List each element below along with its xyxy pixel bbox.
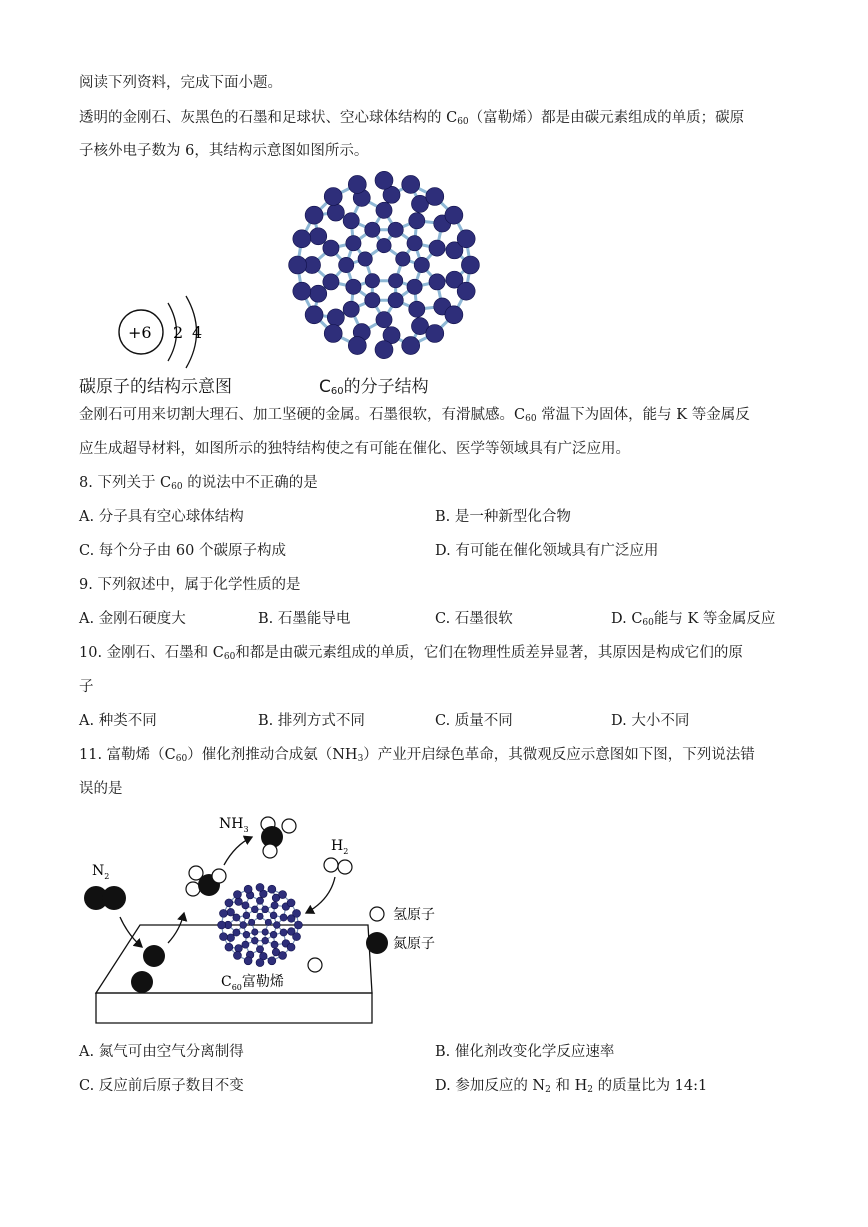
paragraph-1-line-2: 子核外电子数为 6，其结构示意图如图所示。: [79, 143, 369, 159]
carbon-atom: [388, 222, 403, 237]
carbon-atom: [429, 274, 445, 290]
carbon-atom: [376, 312, 392, 328]
carbon-atom: [461, 256, 479, 274]
carbon-atom: [310, 228, 327, 245]
nitrogen-atom: [131, 971, 153, 993]
carbon-atom: [280, 914, 287, 921]
q10-option-b[interactable]: B. 排列方式不同: [258, 713, 365, 729]
text: 常温下为固体，能与 K 等金属反: [536, 407, 750, 423]
subscript: 60: [223, 652, 236, 662]
carbon-atom: [414, 257, 429, 272]
subscript: 60: [175, 754, 188, 764]
q9-option-a[interactable]: A. 金刚石硬度大: [79, 611, 186, 627]
text: 和 H: [550, 1078, 588, 1094]
carbon-atom: [251, 906, 258, 913]
carbon-atom: [407, 236, 422, 251]
hydrogen-atom: [186, 882, 200, 896]
c60-molecule-icon: [289, 171, 480, 358]
carbon-atom: [257, 913, 263, 919]
n2-label: $N_2$: [92, 863, 110, 881]
carbon-atom: [365, 293, 380, 308]
text: C: [319, 377, 331, 397]
shell-1-count: 2: [173, 323, 184, 342]
carbon-atom: [310, 285, 327, 302]
carbon-atom: [294, 921, 302, 929]
carbon-atom: [429, 240, 445, 256]
carbon-atom: [324, 325, 342, 343]
carbon-atom: [233, 891, 241, 899]
carbon-atom: [327, 204, 344, 221]
nitrogen-atom: [102, 886, 126, 910]
carbon-atom: [225, 899, 233, 907]
carbon-atom: [273, 922, 280, 929]
text: 10. 金刚石、石墨和 C: [79, 645, 224, 661]
carbon-atom: [279, 951, 287, 959]
carbon-atom: [409, 213, 425, 229]
subscript: 60: [642, 618, 654, 628]
carbon-atom: [323, 240, 339, 256]
carbon-atom: [265, 919, 271, 925]
q11-option-d[interactable]: [435, 1076, 707, 1100]
carbon-atom: [365, 222, 380, 237]
paragraph-2-line-2: 应生成超导材料，如图所示的独特结构使之有可能在催化、医学等领域具有广泛应用。: [79, 441, 630, 457]
carbon-atom: [262, 929, 268, 935]
arrow-icon: [224, 837, 252, 865]
text: 8. 下列关于 C: [79, 475, 172, 491]
text: 金刚石可用来切割大理石、加工坚硬的金属。石墨很软，有滑腻感。C: [79, 407, 526, 423]
carbon-atom: [402, 175, 420, 193]
hydrogen-atom: [338, 860, 352, 874]
carbon-atom: [402, 337, 420, 355]
hydrogen-atom: [263, 844, 277, 858]
carbon-atom: [324, 187, 342, 205]
carbon-atom: [323, 274, 339, 290]
text: ）催化剂推动合成氨（NH: [187, 747, 358, 763]
q8-option-a[interactable]: A. 分子具有空心球体结构: [79, 509, 244, 525]
paragraph-1-line-1: [79, 108, 744, 132]
q9-option-b[interactable]: B. 石墨能导电: [258, 611, 351, 627]
nitrogen-atom: [143, 945, 165, 967]
q8-option-c[interactable]: C. 每个分子由 60 个碳原子构成: [79, 543, 286, 559]
carbon-atom: [305, 306, 323, 324]
text: 的分子结构: [343, 377, 429, 397]
text: ）产业开启绿色革命，其微观反应示意图如下图，下列说法错: [363, 747, 755, 763]
q9-option-c[interactable]: C. 石墨很软: [435, 611, 513, 627]
carbon-atom: [271, 941, 278, 948]
carbon-atom: [365, 273, 379, 287]
carbon-atom: [227, 934, 235, 942]
text: 11. 富勒烯（C: [79, 747, 176, 763]
subscript: 60: [330, 386, 344, 397]
q11-option-c[interactable]: C. 反应前后原子数目不变: [79, 1078, 244, 1094]
carbon-atom: [248, 919, 254, 925]
hydrogen-atom: [282, 819, 296, 833]
carbon-atom: [280, 929, 287, 936]
carbon-atom: [343, 213, 359, 229]
carbon-atom: [235, 945, 243, 953]
carbon-atom: [233, 929, 240, 936]
carbon-atom: [346, 236, 361, 251]
carbon-atom: [233, 914, 240, 921]
carbon-atom: [287, 943, 295, 951]
carbon-atom: [409, 301, 425, 317]
nucleus-charge: +6: [128, 323, 152, 342]
text: D. 参加反应的 N: [435, 1078, 546, 1094]
intro-text: 阅读下列资料，完成下面小题。: [79, 75, 282, 91]
caption-c60: [319, 372, 429, 397]
carbon-atom: [327, 309, 344, 326]
subscript: 60: [457, 117, 469, 127]
subscript: 60: [525, 414, 537, 424]
carbon-atom: [225, 943, 233, 951]
carbon-atom: [375, 171, 393, 189]
arrow-icon: [306, 877, 335, 913]
figure-reaction-diagram: [0, 805, 868, 1035]
subscript: 2: [545, 1085, 551, 1095]
carbon-atom: [375, 341, 393, 359]
carbon-atom: [271, 902, 278, 909]
carbon-atom: [388, 293, 403, 308]
carbon-atom: [262, 937, 269, 944]
carbon-atom: [377, 238, 391, 252]
carbon-atom: [358, 252, 372, 266]
carbon-atom: [256, 959, 264, 967]
carbon-atom: [219, 909, 227, 917]
carbon-atom: [376, 202, 392, 218]
catalyst-label: $C_{60}$富勒烯: [221, 974, 284, 992]
carbon-atom: [348, 337, 366, 355]
carbon-atom: [262, 906, 269, 913]
q10-stem-line-1: [79, 643, 743, 667]
carbon-atom: [305, 206, 323, 224]
carbon-atom: [293, 909, 301, 917]
carbon-atom: [242, 902, 249, 909]
q10-stem-line-2: 子: [79, 679, 94, 695]
text: 能与 K 等金属反应: [653, 611, 776, 627]
text: 和都是由碳元素组成的单质，它们在物理性质差异显著，其原因是构成它们的原: [235, 645, 743, 661]
arrow-icon: [120, 917, 142, 947]
q11-stem-line-2: 误的是: [79, 781, 123, 797]
legend-nitrogen-label: 氮原子: [393, 936, 435, 952]
text: 的说法中不正确的是: [182, 475, 318, 491]
carbon-atom: [244, 957, 252, 965]
text: D. C: [611, 611, 643, 627]
carbon-atom: [293, 230, 311, 248]
carbon-atom: [242, 941, 249, 948]
q8-stem: [79, 473, 318, 497]
h2-label: $H_2$: [331, 838, 349, 856]
carbon-atom: [287, 899, 295, 907]
carbon-atom: [218, 921, 226, 929]
carbon-atom: [426, 187, 444, 205]
carbon-atom: [270, 912, 277, 919]
carbon-atom: [343, 301, 359, 317]
text: （富勒烯）都是由碳元素组成的单质；碳原: [468, 110, 745, 126]
q11-option-a[interactable]: A. 氮气可由空气分离制得: [79, 1044, 244, 1060]
catalyst-slab-front: [96, 993, 372, 1023]
carbon-atom: [256, 883, 264, 891]
carbon-atom: [293, 933, 301, 941]
carbon-atom: [256, 897, 263, 904]
q11-option-b[interactable]: B. 催化剂改变化学反应速率: [435, 1044, 615, 1060]
hydrogen-atom: [212, 869, 226, 883]
subscript: 3: [357, 754, 364, 764]
legend-hydrogen-icon: [370, 907, 384, 921]
q11-stem-line-1: [79, 745, 755, 769]
carbon-atom: [243, 931, 250, 938]
carbon-atom: [256, 946, 263, 953]
q10-option-d[interactable]: D. 大小不同: [611, 713, 690, 729]
carbon-atom: [339, 257, 354, 272]
q10-option-a[interactable]: A. 种类不同: [79, 713, 157, 729]
carbon-atom: [227, 908, 235, 916]
arrow-icon: [168, 913, 184, 943]
carbon-atom: [426, 325, 444, 343]
carbon-atom: [457, 282, 475, 300]
legend-nitrogen-icon: [366, 932, 388, 954]
text: 透明的金刚石、灰黑色的石墨和足球状、空心球体结构的 C: [79, 110, 458, 126]
carbon-atom: [293, 282, 311, 300]
carbon-atom: [233, 951, 241, 959]
caption-atom: 碳原子的结构示意图: [79, 377, 232, 397]
subscript: 60: [171, 482, 183, 492]
carbon-atom: [407, 279, 422, 294]
nh3-label: $NH_3$: [219, 816, 249, 834]
carbon-atom: [268, 885, 276, 893]
q10-option-c[interactable]: C. 质量不同: [435, 713, 513, 729]
carbon-atom: [348, 175, 366, 193]
carbon-atom: [252, 929, 258, 935]
hydrogen-atom: [324, 858, 338, 872]
hydrogen-atom: [308, 958, 322, 972]
text: 的质量比为 14:1: [592, 1078, 708, 1094]
q8-option-b[interactable]: B. 是一种新型化合物: [435, 509, 571, 525]
carbon-atom: [268, 957, 276, 965]
carbon-atom: [388, 273, 402, 287]
carbon-atom: [457, 230, 475, 248]
carbon-atom: [270, 931, 277, 938]
carbon-atom: [445, 206, 463, 224]
carbon-atom: [235, 898, 243, 906]
carbon-atom: [289, 256, 307, 274]
carbon-atom: [445, 306, 463, 324]
carbon-atom: [251, 937, 258, 944]
carbon-atom: [244, 885, 252, 893]
legend-hydrogen-label: 氢原子: [393, 907, 435, 923]
paragraph-2-line-1: [79, 405, 750, 429]
carbon-atom: [346, 279, 361, 294]
carbon-atom: [396, 252, 410, 266]
q9-option-d[interactable]: [611, 609, 775, 633]
q8-option-d[interactable]: D. 有可能在催化领域具有广泛应用: [435, 543, 659, 559]
q9-stem: 9. 下列叙述中，属于化学性质的是: [79, 577, 301, 593]
carbon-atom: [240, 922, 247, 929]
carbon-atom: [219, 933, 227, 941]
subscript: 2: [587, 1085, 593, 1095]
carbon-atom: [279, 891, 287, 899]
carbon-atom: [243, 912, 250, 919]
shell-2-count: 4: [192, 323, 203, 342]
